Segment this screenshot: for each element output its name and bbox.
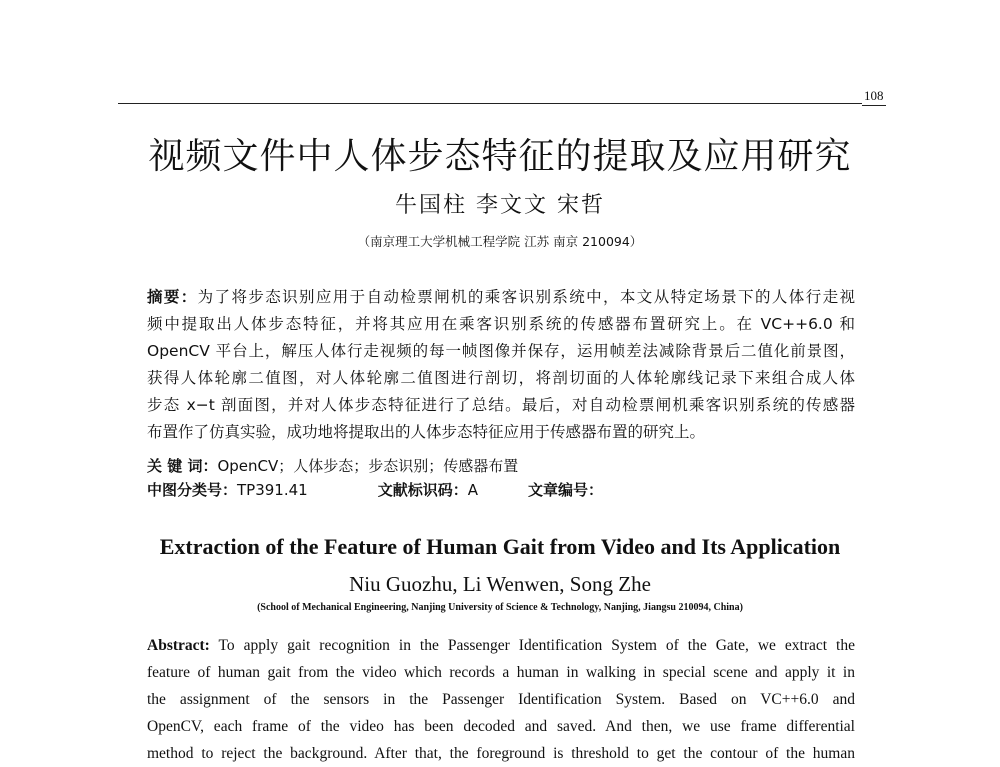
paper-title-zh: 视频文件中人体步态特征的提取及应用研究 [148, 136, 852, 177]
keywords: OpenCV；人体步态；步态识别；传感器布置 [217, 457, 519, 475]
abstract-line: OpenCV 平台上，解压人体行走视频的每一帧图像并保存，运用帧差法减除背景后二值化前景图， [147, 342, 855, 360]
abstract-en [147, 632, 855, 767]
abstract-line: 步态 x−t 剖面图，并对人体步态特征进行了总结。最后，对自动检票闸机乘客识别系统的传感器 [147, 396, 855, 414]
abstract-line: 频中提取出人体步态特征，并将其应用在乘客识别系统的传感器布置研究上。在 VC++6.0 和 [147, 315, 855, 333]
keywords-section [147, 454, 855, 502]
abstract-line: feature of human gait from the video which records a human in walking in special scene and apply it in [147, 664, 855, 681]
affiliation-en: (School of Mechanical Engineering, Nanjing University of Science & Technology, Nanjing, Jiangsu 210094, China) [257, 602, 743, 613]
doc-code-label: 文献标识码： [377, 481, 468, 499]
authors-zh: 牛国柱 李文文 宋哲 [395, 193, 605, 218]
abstract-line: 布置作了仿真实验，成功地将提取出的人体步态特征应用于传感器布置的研究上。 [147, 423, 706, 441]
doc-code: A [467, 481, 478, 499]
keywords-label: 关 键 词： [147, 457, 218, 475]
abstract-label-en: Abstract: [147, 637, 210, 654]
abstract-line: OpenCV, each frame of the video has been decoded and saved. And then, we use frame differential [147, 718, 855, 735]
article-no-label: 文章编号： [528, 481, 604, 499]
clc-label: 中图分类号： [147, 481, 238, 499]
abstract-line: the assignment of the sensors in the Passenger Identification System. Based on VC++6.0 and [147, 691, 855, 708]
abstract-label-zh: 摘要： [147, 288, 198, 306]
page-number: 108 [862, 88, 886, 106]
header-rule [118, 103, 862, 104]
paper-title-en: Extraction of the Feature of Human Gait from Video and Its Application [159, 534, 841, 559]
abstract-line: method to reject the background. After that, the foreground is threshold to get the contour of the human [147, 745, 855, 762]
affiliation-zh: （南京理工大学机械工程学院 江苏 南京 210094） [357, 234, 643, 249]
clc-number: TP391.41 [237, 481, 308, 499]
abstract-line: 为了将步态识别应用于自动检票闸机的乘客识别系统中，本文从特定场景下的人体行走视 [197, 288, 855, 306]
abstract-line: 获得人体轮廓二值图，对人体轮廓二值图进行剖切，将剖切面的人体轮廓线记录下来组合成人体 [147, 369, 855, 387]
authors-en: Niu Guozhu, Li Wenwen, Song Zhe [349, 572, 651, 596]
abstract-zh [147, 284, 855, 446]
abstract-line: To apply gait recognition in the Passenger Identification System of the Gate, we extract the [209, 637, 855, 654]
